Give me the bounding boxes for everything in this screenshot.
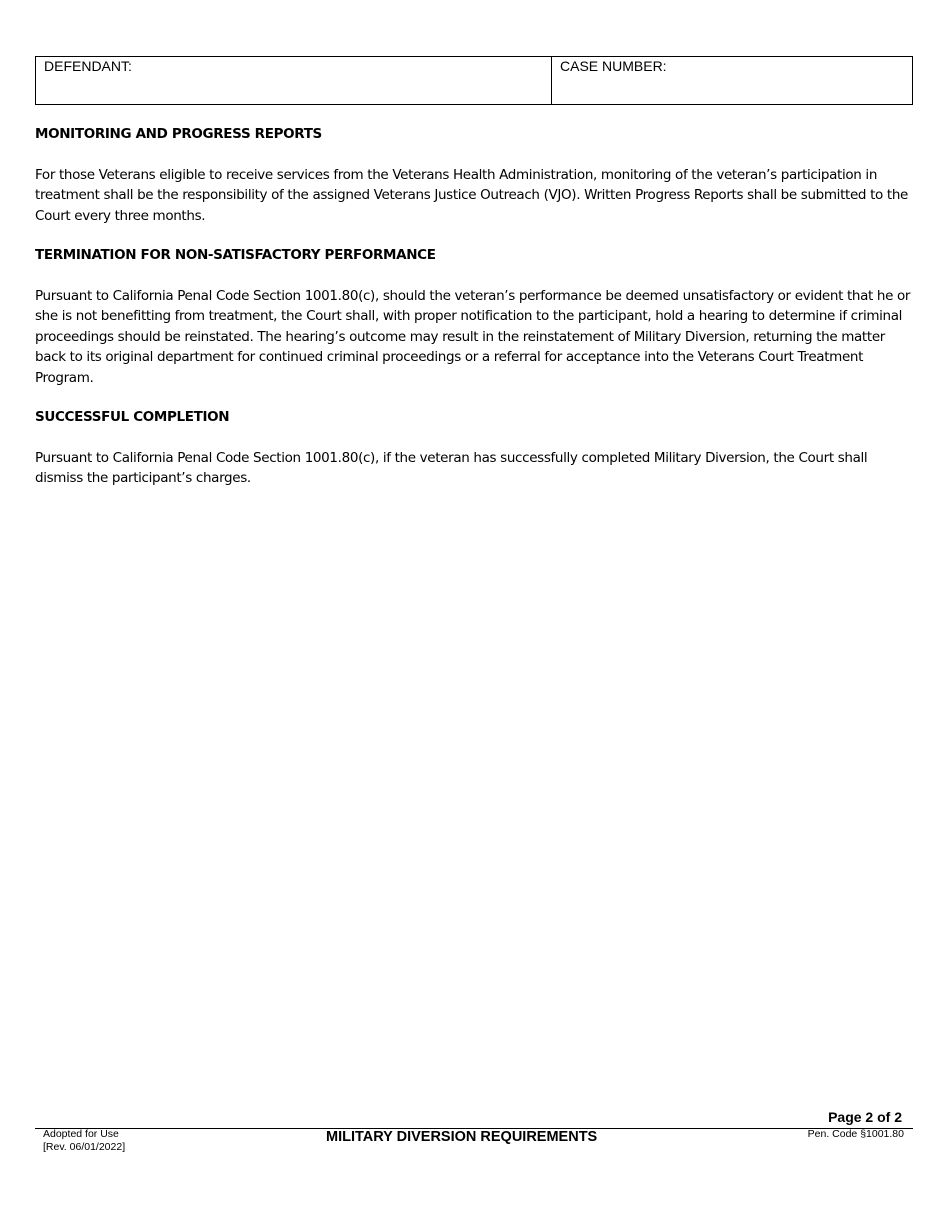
termination-paragraph: Pursuant to California Penal Code Section 1001.80(c), should the veteran’s performance be deemed unsatisfactory or evident that he or she is not benefitting from treatment, the Court shall, with proper notification to the participant, hold a hearing to determine if criminal proceedings should be reinstated. The hearing’s outcome may result in the reinstatement of Military Diversion, returning the matter back to its original department for continued criminal proceedings or a referral for acceptance into the Veterans Court Treatment Program. — [35, 287, 911, 386]
adopted-label: Adopted for Use — [43, 1128, 119, 1140]
defendant-field[interactable] — [36, 57, 552, 104]
form-title: MILITARY DIVERSION REQUIREMENTS — [326, 1129, 598, 1145]
defendant-label: DEFENDANT: — [44, 58, 132, 74]
monitoring-heading: MONITORING AND PROGRESS REPORTS — [35, 126, 322, 142]
revision-date: [Rev. 06/01/2022] — [43, 1141, 126, 1153]
case-number-label: CASE NUMBER: — [560, 58, 667, 74]
completion-paragraph: Pursuant to California Penal Code Section 1001.80(c), if the veteran has successfully completed Military Diversion, the Court shall dismiss the participant’s charges. — [35, 449, 868, 486]
page-number: Page 2 of 2 — [828, 1109, 902, 1125]
document-body — [35, 124, 915, 508]
page-footer — [0, 1100, 950, 1230]
monitoring-paragraph: For those Veterans eligible to receive services from the Veterans Health Administration, monitoring of the veteran’s participation in treatment shall be the responsibility of the assigned Veterans Justice Outreach (VJO). Written Progress Reports shall be submitted to the Court every three months. — [35, 166, 908, 224]
case-header-table — [35, 56, 913, 105]
adoption-info — [43, 1128, 125, 1154]
case-number-field[interactable] — [552, 57, 912, 104]
pen-code-reference: Pen. Code §1001.80 — [807, 1128, 904, 1140]
completion-heading: SUCCESSFUL COMPLETION — [35, 409, 230, 425]
termination-heading: TERMINATION FOR NON-SATISFACTORY PERFORMANCE — [35, 247, 436, 263]
